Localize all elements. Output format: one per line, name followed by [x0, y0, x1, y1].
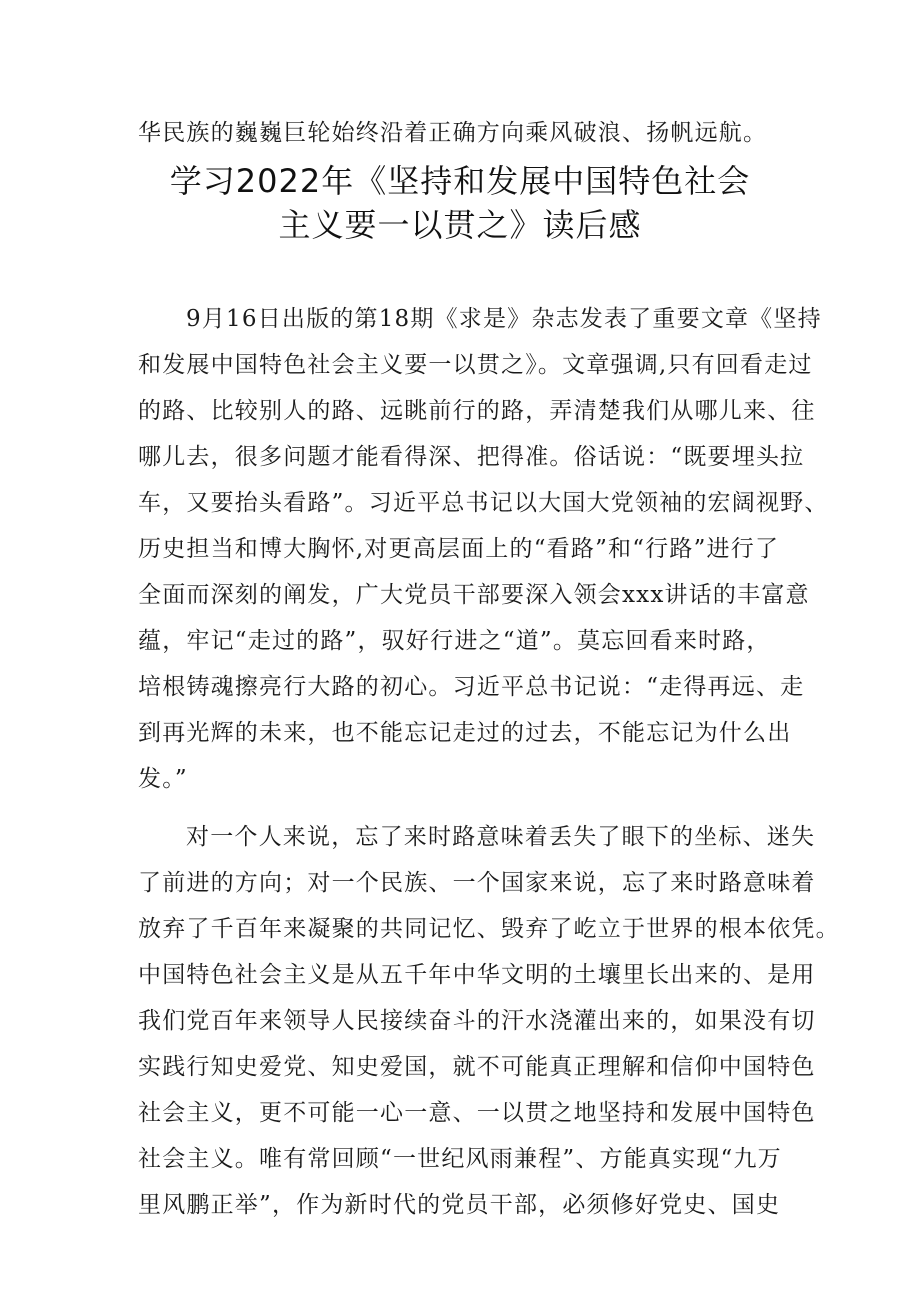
- paragraph-line: 中国特色社会主义是从五千年中华文明的土壤里长出来的、是用: [138, 962, 816, 988]
- paragraph-line: 里风鹏正举”，作为新时代的党员干部，必须修好党史、国史: [138, 1192, 781, 1218]
- title-line-2: 主义要一以贯之》读后感: [278, 206, 642, 244]
- paragraph-line: 社会主义，更不可能一心一意、一以贯之地坚持和发展中国特色: [138, 1100, 816, 1126]
- paragraph-line: 实践行知史爱党、知史爱国，就不可能真正理解和信仰中国特色: [138, 1054, 816, 1080]
- paragraph-line: 车，又要抬头看路”。习近平总书记以大国大党领袖的宏阔视野、: [138, 490, 829, 516]
- paragraph-line: 我们党百年来领导人民接续奋斗的汗水浇灌出来的，如果没有切: [138, 1008, 816, 1034]
- paragraph-line: 放弃了千百年来凝聚的共同记忆、毁弃了屹立于世界的根本依凭。: [138, 916, 840, 942]
- paragraph-line: 了前进的方向；对一个民族、一个国家来说，忘了来时路意味着: [138, 870, 816, 896]
- paragraph-line: 社会主义。唯有常回顾“一世纪风雨兼程”、方能真实现“九万: [138, 1146, 782, 1172]
- paragraph-line: 哪儿去，很多问题才能看得深、把得准。俗话说：“既要埋头拉: [138, 444, 805, 470]
- paragraph-line: 9月16日出版的第18期《求是》杂志发表了重要文章《坚持: [186, 306, 822, 332]
- paragraph-line: 到再光辉的未来，也不能忘记走过的过去，不能忘记为什么出: [138, 720, 792, 746]
- paragraph-line: 蕴，牢记“走过的路”，驭好行进之“道”。莫忘回看来时路，: [138, 628, 771, 654]
- title-line-1: 学习2022年《坚持和发展中国特色社会: [169, 162, 751, 200]
- paragraph-line: 培根铸魂擦亮行大路的初心。习近平总书记说：“走得再远、走: [138, 674, 805, 700]
- paragraph-line: 历史担当和博大胸怀,对更高层面上的“看路”和“行路”进行了: [138, 536, 780, 562]
- paragraph-line: 对一个人来说，忘了来时路意味着丢失了眼下的坐标、迷失: [186, 824, 816, 850]
- paragraph-line: 发。”: [138, 766, 188, 792]
- paragraph-line: 和发展中国特色社会主义要一以贯之》。文章强调,只有回看走过: [138, 352, 813, 378]
- paragraph-line: 的路、比较别人的路、远眺前行的路，弄清楚我们从哪儿来、往: [138, 398, 816, 424]
- paragraph-line: 全面而深刻的阐发，广大党员干部要深入领会xxx讲话的丰富意: [138, 582, 810, 608]
- carryover-line: 华民族的巍巍巨轮始终沿着正确方向乘风破浪、扬帆远航。: [138, 120, 768, 146]
